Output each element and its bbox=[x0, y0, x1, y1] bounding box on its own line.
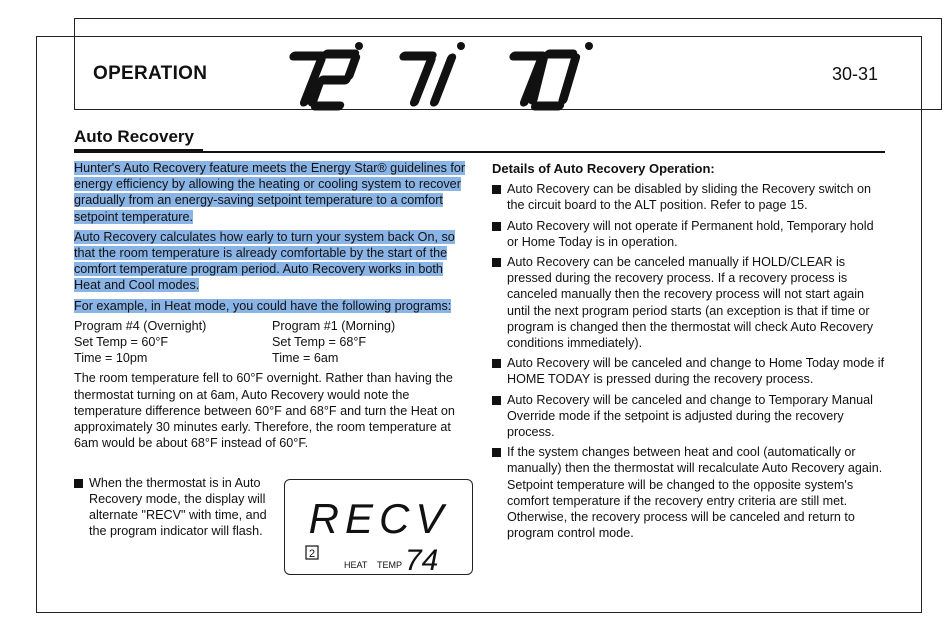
highlighted-text: For example, in Heat mode, you could have the following programs: bbox=[74, 298, 452, 313]
temp-label: TEMP bbox=[377, 560, 403, 570]
lcd-temp-value: 74 bbox=[405, 544, 439, 576]
program-indicator: 2 bbox=[308, 548, 316, 560]
list-item bbox=[492, 392, 888, 441]
bullet-square bbox=[492, 396, 501, 405]
program-b-name: Program #1 (Morning) bbox=[272, 318, 396, 333]
list-item bbox=[492, 444, 888, 541]
recv-note-text: When the thermostat is in Auto Recovery mode, the display will alternate "RECV" with time, and the program indicator will flash. bbox=[89, 476, 267, 538]
bullet-square bbox=[492, 359, 501, 368]
scenario-paragraph: The room temperature fell to 60°F overnight. Rather than having the thermostat turning on at 6am, Auto Recovery would note the temperature difference between 60°F and 68°F and turn the Heat on approximately 30 minutes early. Therefore, the room temperature at 6am would be about 68°F instead of 60°F. bbox=[74, 371, 455, 451]
example-paragraph bbox=[74, 298, 470, 314]
program-a-time: Time = 10pm bbox=[74, 351, 148, 366]
degree-dot bbox=[585, 42, 593, 50]
list-item bbox=[492, 254, 888, 351]
list-item bbox=[492, 181, 888, 213]
bullet-square bbox=[492, 448, 501, 457]
degree-dot bbox=[457, 42, 465, 50]
digit-7 bbox=[393, 56, 432, 102]
header-temperature-display bbox=[265, 36, 605, 112]
left-column bbox=[74, 160, 470, 455]
program-row bbox=[74, 318, 470, 334]
program-b-time: Time = 6am bbox=[272, 351, 339, 366]
highlighted-text: Hunter's Auto Recovery feature meets the Energy Star® guidelines for energy efficiency by allowing the heating or cooling system to recover gradually from an energy-saving setpoint temperature to a comfort setpoint temperature. bbox=[74, 161, 466, 224]
program-a-name: Program #4 (Overnight) bbox=[74, 318, 207, 333]
lcd-svg bbox=[285, 480, 474, 576]
bullet-square bbox=[492, 258, 501, 267]
list-item bbox=[492, 355, 888, 387]
intro-paragraph bbox=[74, 160, 470, 225]
heat-label: HEAT bbox=[344, 560, 368, 570]
details-heading: Details of Auto Recovery Operation: bbox=[492, 161, 715, 176]
header-label: OPERATION bbox=[93, 63, 208, 84]
degree-dot bbox=[355, 42, 363, 50]
program-row bbox=[74, 350, 470, 366]
list-item-text: If the system changes between heat and cool (automatically or manually) then the thermostat will recalculate Auto Recovery again. Setpoint temperature will be changed to the opposite system's comfort temperature if the recovery entry criteria are still met. Otherwise, the recovery process will be canceled and return to program control mode. bbox=[507, 445, 883, 541]
bullet-square bbox=[492, 222, 501, 231]
list-item-text: Auto Recovery will not operate if Permanent hold, Temporary hold or Home Today is in operation. bbox=[507, 218, 874, 249]
section-title: Auto Recovery bbox=[74, 127, 194, 146]
program-row bbox=[74, 334, 470, 350]
program-a-set: Set Temp = 60°F bbox=[74, 335, 169, 350]
list-item-text: Auto Recovery can be canceled manually if HOLD/CLEAR is pressed during the recovery process. If a recovery process is canceled manually then the recovery process will not start again until the next program period starts (an exception is that if time or program is changed then the thermostat will check Auto Recovery conditions immediately). bbox=[507, 255, 874, 351]
digit-1 bbox=[435, 58, 452, 102]
right-column bbox=[492, 161, 888, 545]
list-item bbox=[492, 218, 888, 250]
highlighted-text: Auto Recovery calculates how early to turn your system back On, so that the room temperature is already comfortable by the start of the comfort temperature program period. Auto Recovery works in both Heat and Cool modes. bbox=[74, 229, 455, 293]
list-item-text: Auto Recovery will be canceled and change to Home Today mode if HOME TODAY is pressed during the recovery process. bbox=[507, 356, 885, 387]
calc-paragraph bbox=[74, 229, 470, 294]
list-item-text: Auto Recovery can be disabled by sliding the Recovery switch on the circuit board to the ALT position. Refer to page 15. bbox=[507, 182, 872, 213]
list-item-text: Auto Recovery will be canceled and change to Temporary Manual Override mode if the setpoint is adjusted during the recovery process. bbox=[507, 392, 873, 440]
digit-0 bbox=[532, 54, 577, 106]
bullet-square bbox=[492, 185, 501, 194]
program-b-set: Set Temp = 68°F bbox=[272, 335, 367, 350]
section-title-underline bbox=[74, 149, 203, 153]
lcd-main-text: RECV bbox=[308, 495, 450, 542]
lcd-display-illustration bbox=[284, 479, 473, 575]
recv-note bbox=[74, 475, 279, 539]
bullet-square bbox=[74, 479, 83, 488]
page-number: 30-31 bbox=[832, 64, 879, 84]
